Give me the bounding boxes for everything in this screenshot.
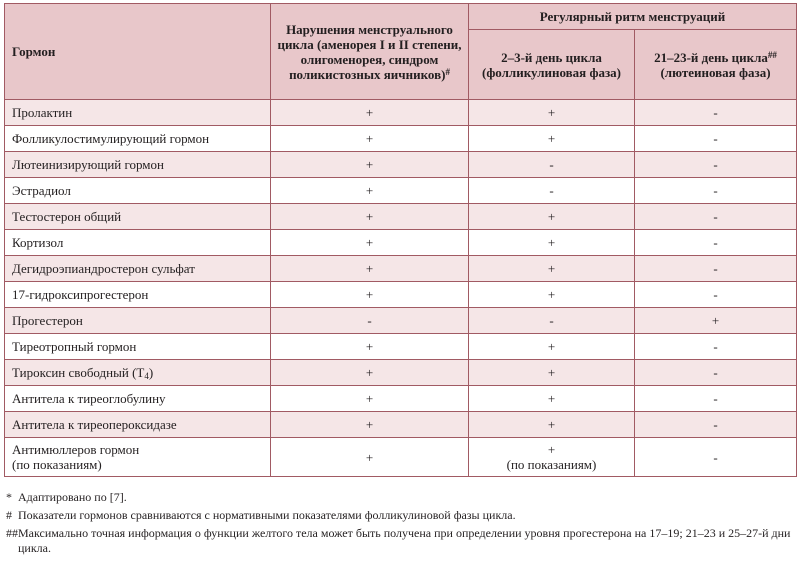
cell-luteal: - bbox=[635, 204, 797, 230]
cell-luteal: - bbox=[635, 386, 797, 412]
cell-follicular: + bbox=[469, 386, 635, 412]
cell-follicular: + bbox=[469, 100, 635, 126]
header-luteal-line2: (лютеиновая фаза) bbox=[660, 64, 771, 80]
hormone-name-end: ) bbox=[148, 365, 154, 380]
cell-disorders: + bbox=[271, 256, 469, 282]
table-row bbox=[5, 178, 797, 204]
table-header bbox=[5, 4, 797, 100]
cell-luteal: - bbox=[635, 282, 797, 308]
footnote-symbol: # bbox=[6, 508, 12, 522]
cell-luteal: - bbox=[635, 230, 797, 256]
cell-luteal: - bbox=[635, 152, 797, 178]
table-row bbox=[5, 126, 797, 152]
footnote-text: Адаптировано по [7]. bbox=[18, 490, 127, 504]
cell-luteal: - bbox=[635, 100, 797, 126]
cell-disorders: + bbox=[271, 386, 469, 412]
cell-follicular: + bbox=[469, 412, 635, 438]
footnote-text: Максимально точная информация о функции желтого тела может быть получена при определении уровня прогестерона на 17–19; 21–23 и 25–27-й дни цикла. bbox=[18, 526, 791, 555]
cell-follicular: + bbox=[469, 204, 635, 230]
footnotes bbox=[6, 490, 796, 559]
footnote-text: Показатели гормонов сравниваются с нормативными показателями фолликулиновой фазы цикла. bbox=[18, 508, 516, 522]
table-row bbox=[5, 360, 797, 386]
cell-disorders: + bbox=[271, 178, 469, 204]
hormone-name-line2: (по показаниям) bbox=[12, 457, 102, 472]
footnote bbox=[6, 526, 796, 556]
hormone-name: Прогестерон bbox=[5, 308, 271, 334]
cell-disorders: + bbox=[271, 126, 469, 152]
table-row bbox=[5, 334, 797, 360]
header-luteal-phase bbox=[635, 30, 797, 100]
cell-luteal: - bbox=[635, 360, 797, 386]
cell-disorders: + bbox=[271, 204, 469, 230]
cell-luteal: - bbox=[635, 178, 797, 204]
hormone-name: 17-гидроксипрогестерон bbox=[5, 282, 271, 308]
hormone-table bbox=[4, 3, 797, 477]
hormone-name-subscript: 4 bbox=[144, 371, 149, 381]
footnote-symbol: ## bbox=[6, 526, 18, 540]
header-regular-rhythm: Регулярный ритм менструаций bbox=[469, 4, 797, 30]
cell-follicular: - bbox=[469, 152, 635, 178]
footnote bbox=[6, 508, 796, 523]
cell-luteal: + bbox=[635, 308, 797, 334]
hormone-name bbox=[5, 438, 271, 477]
hormone-name-text: Тироксин свободный (T bbox=[12, 365, 145, 380]
table-row bbox=[5, 308, 797, 334]
cell-disorders: + bbox=[271, 360, 469, 386]
table-row bbox=[5, 204, 797, 230]
hormone-name: Пролактин bbox=[5, 100, 271, 126]
hormone-name: Кортизол bbox=[5, 230, 271, 256]
hormone-name-line1: Антимюллеров гормон bbox=[12, 442, 140, 457]
cell-follicular: - bbox=[469, 178, 635, 204]
cell-follicular: + bbox=[469, 360, 635, 386]
cell-follicular-line1: + bbox=[547, 442, 556, 457]
cell-disorders: - bbox=[271, 308, 469, 334]
footnote-symbol: * bbox=[6, 490, 12, 504]
table-row bbox=[5, 438, 797, 477]
hormone-name: Лютеинизирующий гормон bbox=[5, 152, 271, 178]
cell-follicular-line2: (по показаниям) bbox=[506, 457, 597, 472]
cell-luteal: - bbox=[635, 438, 797, 477]
table-row bbox=[5, 412, 797, 438]
footnote-mark-single: # bbox=[445, 66, 450, 77]
table-row bbox=[5, 100, 797, 126]
cell-follicular: + bbox=[469, 230, 635, 256]
cell-luteal: - bbox=[635, 126, 797, 152]
table-body bbox=[5, 100, 797, 477]
header-hormone: Гормон bbox=[5, 4, 271, 100]
cell-disorders: + bbox=[271, 412, 469, 438]
hormone-name: Дегидроэпиандростерон сульфат bbox=[5, 256, 271, 282]
hormone-name bbox=[5, 360, 271, 386]
hormone-name: Тиреотропный гормон bbox=[5, 334, 271, 360]
cell-disorders: + bbox=[271, 230, 469, 256]
cell-luteal: - bbox=[635, 256, 797, 282]
cell-luteal: - bbox=[635, 412, 797, 438]
hormone-name: Антитела к тиреопероксидазе bbox=[5, 412, 271, 438]
cell-disorders: + bbox=[271, 152, 469, 178]
cell-disorders: + bbox=[271, 100, 469, 126]
hormone-name: Эстрадиол bbox=[5, 178, 271, 204]
footnote-mark-double: ## bbox=[767, 49, 777, 60]
header-disorders-text: Нарушения менструального цикла (аменорея I и II степени, олигоменорея, синдром поликистозных яичников) bbox=[277, 21, 462, 82]
cell-follicular: + bbox=[469, 282, 635, 308]
hormone-name: Фолликулостимулирующий гормон bbox=[5, 126, 271, 152]
footnote bbox=[6, 490, 796, 505]
header-luteal-line1: 21–23-й день цикла bbox=[654, 49, 768, 65]
header-follicular-phase: 2–3-й день цикла (фолликулиновая фаза) bbox=[469, 30, 635, 100]
cell-disorders: + bbox=[271, 334, 469, 360]
cell-follicular bbox=[469, 438, 635, 477]
header-disorders bbox=[271, 4, 469, 100]
cell-disorders: + bbox=[271, 282, 469, 308]
cell-follicular: + bbox=[469, 256, 635, 282]
table-row bbox=[5, 152, 797, 178]
cell-disorders: + bbox=[271, 438, 469, 477]
table-row bbox=[5, 256, 797, 282]
table-row bbox=[5, 282, 797, 308]
table-row bbox=[5, 230, 797, 256]
hormone-name: Тестостерон общий bbox=[5, 204, 271, 230]
cell-follicular: + bbox=[469, 126, 635, 152]
cell-luteal: - bbox=[635, 334, 797, 360]
table-row bbox=[5, 386, 797, 412]
hormone-name: Антитела к тиреоглобулину bbox=[5, 386, 271, 412]
cell-follicular: - bbox=[469, 308, 635, 334]
cell-follicular: + bbox=[469, 334, 635, 360]
